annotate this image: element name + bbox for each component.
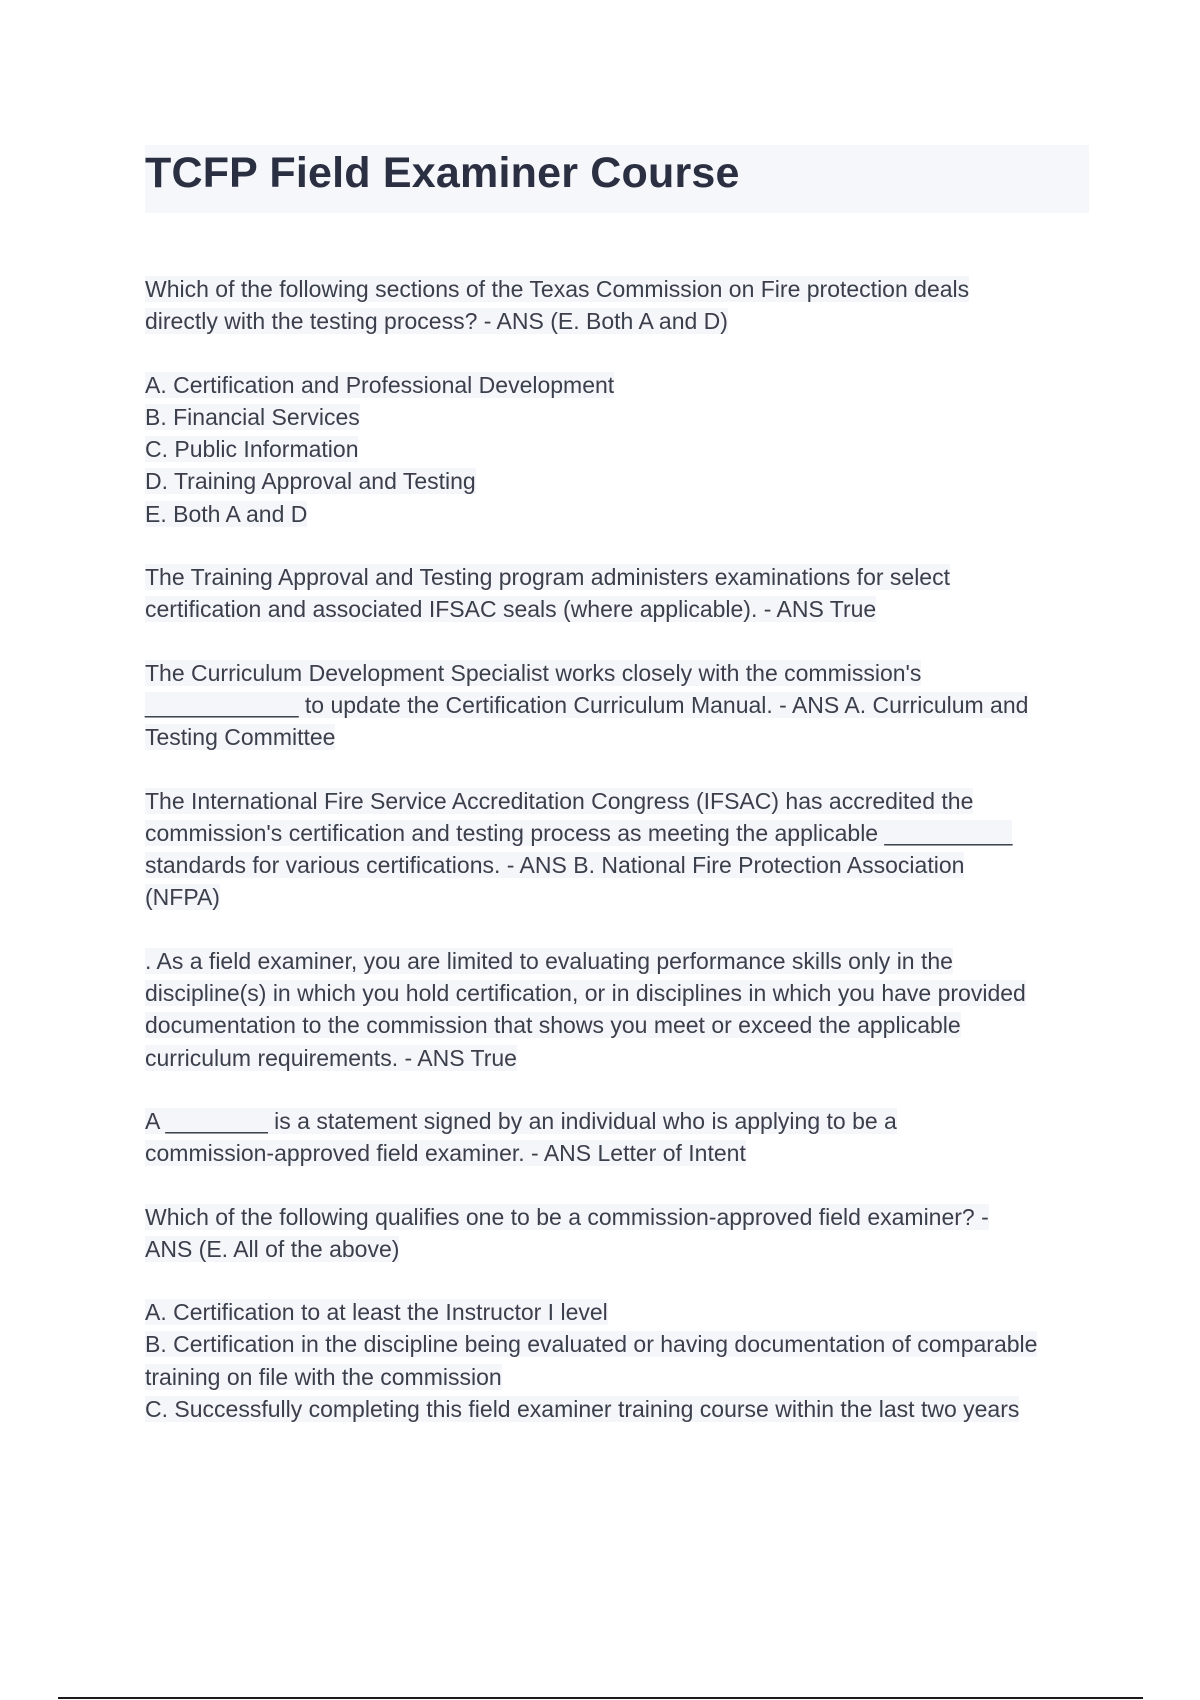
option-line: C. Public Information xyxy=(145,436,359,463)
question-block xyxy=(145,1201,1090,1266)
option-line: A. Certification to at least the Instructor I level xyxy=(145,1299,608,1326)
text-line: A ________ is a statement signed by an individual who is applying to be a xyxy=(145,1107,897,1134)
text-line: standards for various certifications. - ANS B. National Fire Protection Association xyxy=(145,852,965,879)
text-line: documentation to the commission that shows you meet or exceed the applicable xyxy=(145,1012,961,1039)
option-line: B. Certification in the discipline being evaluated or having documentation of comparable xyxy=(145,1331,1038,1358)
text-line: The International Fire Service Accreditation Congress (IFSAC) has accredited the xyxy=(145,787,974,814)
text-line: ____________ to update the Certification Curriculum Manual. - ANS A. Curriculum and xyxy=(145,691,1029,718)
question-block xyxy=(145,945,1090,1074)
text-line: Testing Committee xyxy=(145,724,336,751)
text-line: Which of the following qualifies one to be a commission-approved field examiner? - xyxy=(145,1203,989,1230)
text-line: certification and associated IFSAC seals (where applicable). - ANS True xyxy=(145,596,877,623)
text-line: . As a field examiner, you are limited to evaluating performance skills only in the xyxy=(145,947,953,974)
text-line: commission-approved field examiner. - ANS Letter of Intent xyxy=(145,1140,746,1167)
text-line: Which of the following sections of the Texas Commission on Fire protection deals xyxy=(145,276,970,302)
option-line: training on file with the commission xyxy=(145,1363,502,1390)
question-block xyxy=(145,273,1090,338)
text-line: ANS (E. All of the above) xyxy=(145,1235,400,1262)
question-block xyxy=(145,657,1090,754)
question-block xyxy=(145,1105,1090,1170)
text-line: directly with the testing process? - ANS (E. Both A and D) xyxy=(145,308,728,335)
text-line: curriculum requirements. - ANS True xyxy=(145,1044,517,1071)
option-line: A. Certification and Professional Development xyxy=(145,371,615,398)
footer-divider xyxy=(58,1697,1143,1699)
options-block xyxy=(145,1296,1090,1425)
question-block xyxy=(145,785,1090,914)
text-line: commission's certification and testing process as meeting the applicable __________ xyxy=(145,819,1013,846)
document-title: TCFP Field Examiner Course xyxy=(145,149,740,197)
options-block xyxy=(145,369,1090,530)
question-block xyxy=(145,561,1090,626)
option-line: D. Training Approval and Testing xyxy=(145,468,476,495)
option-line: E. Both A and D xyxy=(145,500,308,527)
option-line: B. Financial Services xyxy=(145,403,360,430)
document-body xyxy=(145,273,1090,1456)
text-line: (NFPA) xyxy=(145,884,220,911)
text-line: The Curriculum Development Specialist works closely with the commission's xyxy=(145,659,922,686)
text-line: The Training Approval and Testing program administers examinations for select xyxy=(145,564,950,591)
option-line: C. Successfully completing this field examiner training course within the last two years xyxy=(145,1396,1020,1423)
text-line: discipline(s) in which you hold certification, or in disciplines in which you have provided xyxy=(145,980,1026,1007)
